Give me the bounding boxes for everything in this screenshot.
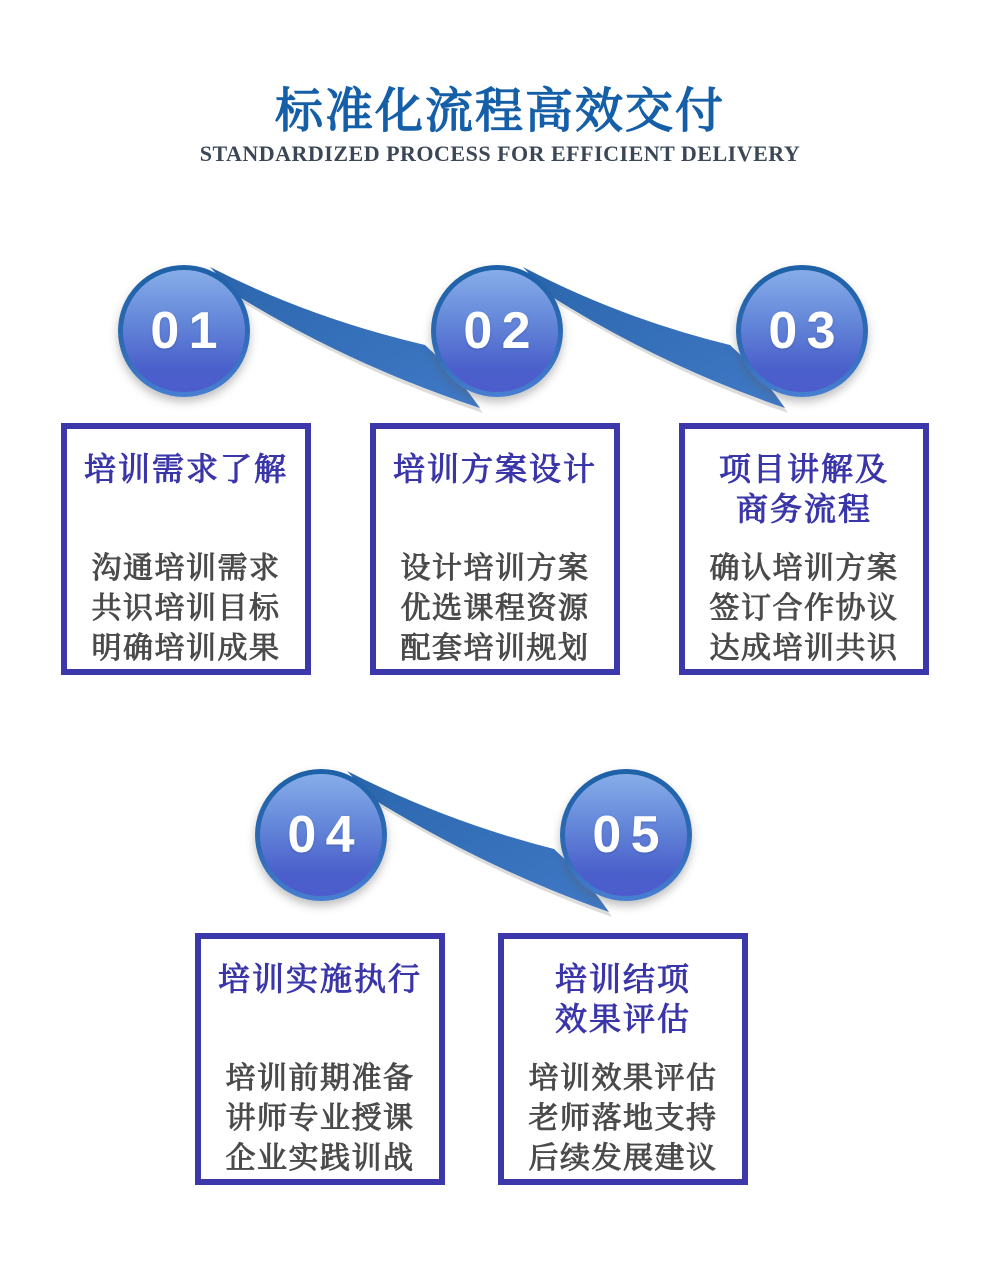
step-box-3-item: 签订合作协议 [709,592,899,625]
step-box-2-title-line1: 培训方案设计 [392,451,597,487]
step-box-3-item: 达成培训共识 [709,632,899,665]
step-box-4-body [201,1059,439,1179]
step-box-5-item: 后续发展建议 [528,1142,718,1175]
step-box-4-item: 企业实践训战 [225,1142,415,1175]
step-box-3-title-line1: 项目讲解及 [718,451,889,487]
step-box-2 [370,423,620,675]
step-box-5-item: 老师落地支持 [528,1102,718,1135]
step-box-4-title-line1: 培训实施执行 [217,961,422,997]
step-circle-04-fill [260,774,382,896]
step-box-2-item: 优选课程资源 [400,592,590,625]
step-box-4-item: 讲师专业授课 [225,1102,415,1135]
step-box-2-item: 配套培训规划 [400,632,590,665]
step-box-1-item: 明确培训成果 [91,632,281,665]
step-circle-01-fill [123,270,245,392]
step-box-1-title-line1: 培训需求了解 [83,451,288,487]
step-box-4-title [201,959,439,999]
step-box-5-body [504,1059,742,1179]
step-circle-05-fill [565,774,687,896]
step-box-1-item: 共识培训目标 [91,592,281,625]
step-box-5-title [504,959,742,1039]
step-number-01: 01 [150,302,227,360]
step-circle-02 [431,265,563,397]
step-circle-01 [118,265,250,397]
step-box-2-title [376,449,614,489]
step-circle-03-fill [741,270,863,392]
step-box-3-body [685,549,923,669]
step-box-4 [195,933,445,1185]
step-box-1 [61,423,311,675]
step-box-3-item: 确认培训方案 [709,552,899,585]
step-box-5-title-line2: 效果评估 [554,1001,691,1037]
step-box-4-item: 培训前期准备 [225,1062,415,1095]
step-box-2-item: 设计培训方案 [400,552,590,585]
step-number-05: 05 [592,806,669,864]
step-number-02: 02 [463,302,540,360]
step-box-3 [679,423,929,675]
step-box-1-title [67,449,305,489]
step-box-1-body [67,549,305,669]
step-number-03: 03 [768,302,845,360]
step-circle-02-fill [436,270,558,392]
step-circle-03 [736,265,868,397]
step-box-1-item: 沟通培训需求 [91,552,281,585]
page-subtitle: STANDARDIZED PROCESS FOR EFFICIENT DELIVERY [199,141,801,166]
step-circle-05 [560,769,692,901]
page-title: 标准化流程高效交付 [274,85,725,138]
step-box-5-item: 培训效果评估 [528,1062,718,1095]
step-number-04: 04 [287,806,364,864]
step-circle-04 [255,769,387,901]
step-box-3-title [685,449,923,529]
step-box-2-body [376,549,614,669]
step-box-5-title-line1: 培训结项 [554,961,691,997]
step-box-5 [498,933,748,1185]
step-box-3-title-line2: 商务流程 [735,491,872,527]
